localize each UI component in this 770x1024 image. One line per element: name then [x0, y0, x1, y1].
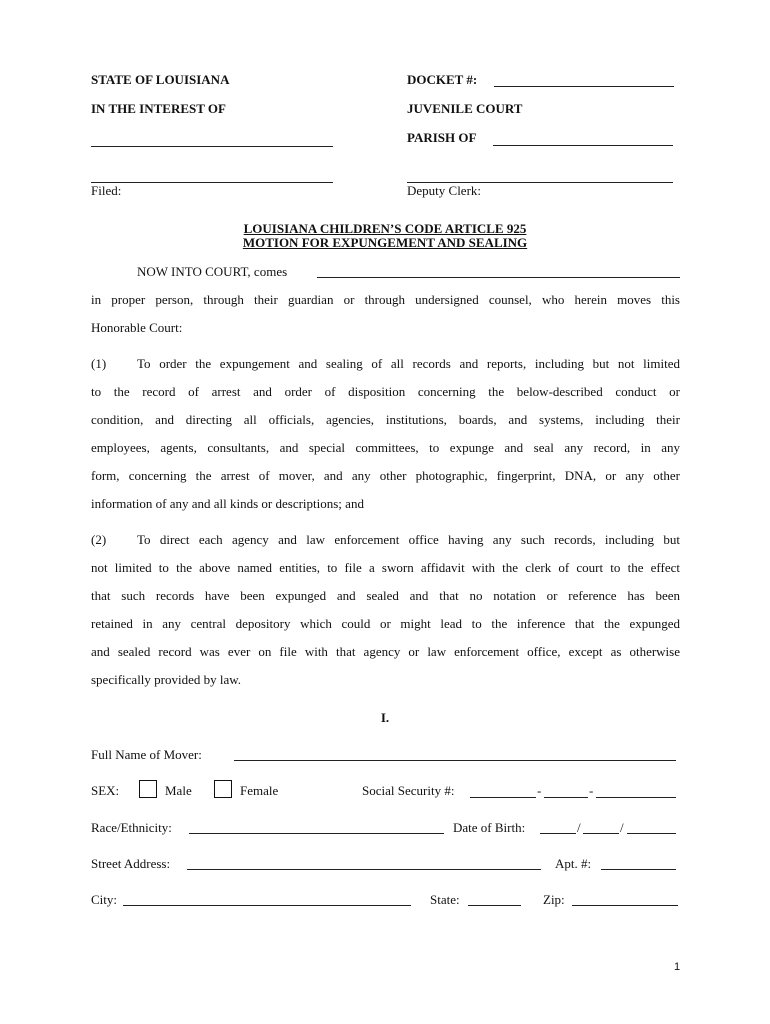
item-1-number: (1)	[91, 356, 107, 371]
dob-year-field[interactable]	[627, 833, 676, 834]
item-2-line: To direct each agency and law enforcement office having any such records, including but	[137, 532, 680, 547]
intro-line-3: Honorable Court:	[91, 320, 183, 335]
filed-label: Filed:	[91, 183, 122, 198]
item-1-line: To order the expungement and sealing of all records and reports, including but not limited	[137, 356, 680, 371]
female-label: Female	[240, 783, 279, 798]
parish-label: PARISH OF	[407, 130, 477, 145]
item-2-line: that such records have been expunged and sealed and that no notation or reference has been	[91, 588, 680, 603]
full-name-field[interactable]	[234, 760, 676, 761]
interest-name-field[interactable]	[91, 146, 333, 147]
item-1-line: to the record of arrest and order of disposition concerning the below-described conduct or	[91, 384, 680, 399]
dob-month-field[interactable]	[540, 833, 576, 834]
interest-label: IN THE INTEREST OF	[91, 101, 226, 116]
document-title-line1: LOUISIANA CHILDREN’S CODE ARTICLE 925	[243, 221, 527, 236]
intro-line-2: in proper person, through their guardian or through undersigned counsel, who herein moves this	[91, 292, 680, 307]
ssn-field-part2[interactable]	[544, 797, 588, 798]
mover-name-field[interactable]	[317, 277, 680, 278]
dob-slash: /	[620, 820, 624, 835]
ssn-dash: -	[537, 783, 542, 798]
item-1-line: employees, agents, consultants, and special committees, to expunge and seal any record, in any	[91, 440, 680, 455]
juvenile-court-label: JUVENILE COURT	[407, 101, 523, 116]
dob-label: Date of Birth:	[453, 820, 526, 835]
item-1-line: information of any and all kinds or descriptions; and	[91, 496, 364, 511]
street-label: Street Address:	[91, 856, 171, 871]
city-label: City:	[91, 892, 118, 907]
state-field[interactable]	[468, 905, 521, 906]
item-1-line: form, concerning the arrest of mover, and any other photographic, fingerprint, DNA, or any other	[91, 468, 680, 483]
ssn-dash: -	[589, 783, 594, 798]
docket-label: DOCKET #:	[407, 72, 478, 87]
sex-label: SEX:	[91, 783, 120, 798]
item-2-line: specifically provided by law.	[91, 672, 242, 687]
ssn-field-part1[interactable]	[470, 797, 536, 798]
parish-field[interactable]	[493, 145, 673, 146]
docket-field[interactable]	[494, 86, 674, 87]
race-field[interactable]	[189, 833, 444, 834]
ssn-field-part3[interactable]	[596, 797, 676, 798]
state-label: STATE OF LOUISIANA	[91, 72, 230, 87]
zip-field[interactable]	[572, 905, 678, 906]
city-field[interactable]	[123, 905, 411, 906]
street-field[interactable]	[187, 869, 541, 870]
intro-prefix: NOW INTO COURT, comes	[137, 264, 288, 279]
document-title-line2: MOTION FOR EXPUNGEMENT AND SEALING	[242, 235, 528, 250]
deputy-clerk-label: Deputy Clerk:	[407, 183, 482, 198]
full-name-label: Full Name of Mover:	[91, 747, 202, 762]
filed-field[interactable]	[91, 182, 333, 183]
dob-day-field[interactable]	[583, 833, 619, 834]
item-2-line: and sealed record was ever on file with that agency or law enforcement office, except as otherwise	[91, 644, 680, 659]
dob-slash: /	[577, 820, 581, 835]
zip-label: Zip:	[543, 892, 565, 907]
ssn-label: Social Security #:	[362, 783, 455, 798]
female-checkbox[interactable]	[214, 780, 232, 798]
page-number: 1	[674, 961, 681, 973]
item-2-line: not limited to the above named entities, to file a sworn affidavit with the clerk of court to the effect	[91, 560, 680, 575]
item-1-line: condition, and directing all officials, agencies, institutions, boards, and systems, including their	[91, 412, 680, 427]
item-2-line: retained in any central depository which could or might lead to the inference that the expunged	[91, 616, 680, 631]
item-2-number: (2)	[91, 532, 107, 547]
state-field-label: State:	[430, 892, 460, 907]
section-heading: I.	[380, 710, 390, 725]
male-label: Male	[165, 783, 192, 798]
apt-field[interactable]	[601, 869, 676, 870]
male-checkbox[interactable]	[139, 780, 157, 798]
race-label: Race/Ethnicity:	[91, 820, 172, 835]
apt-label: Apt. #:	[555, 856, 592, 871]
